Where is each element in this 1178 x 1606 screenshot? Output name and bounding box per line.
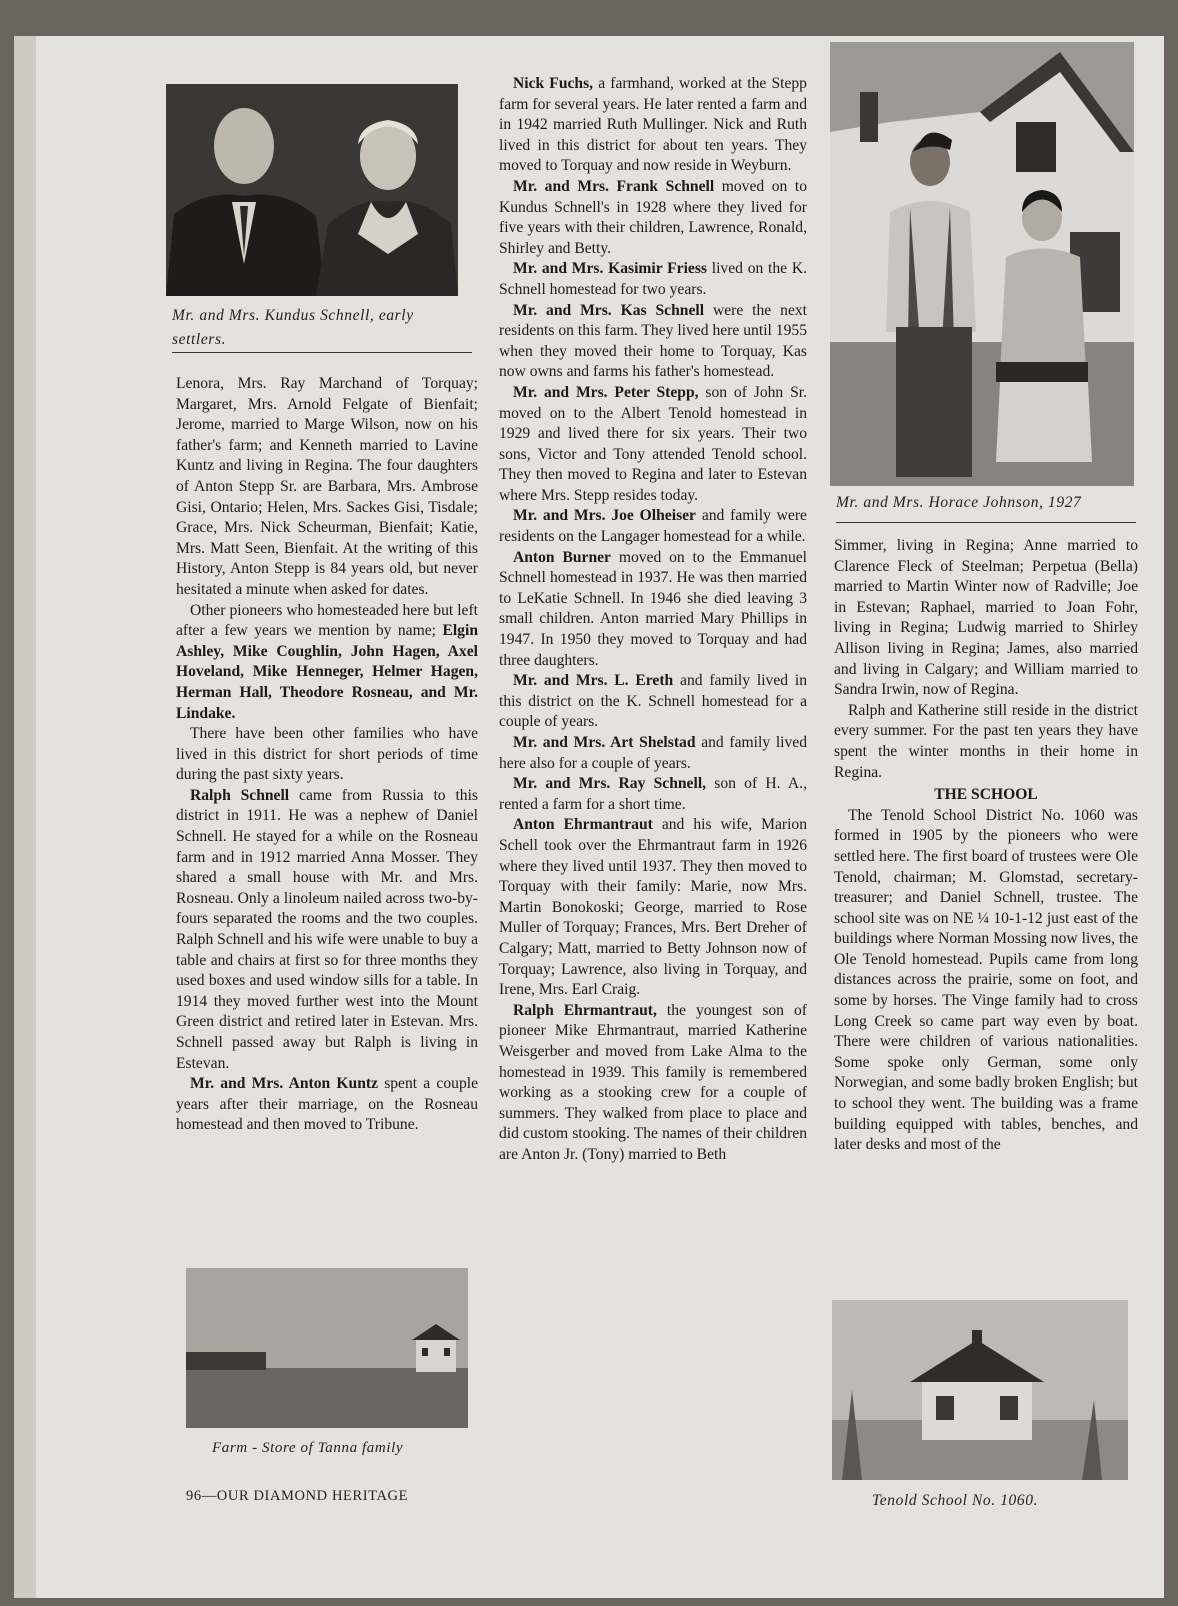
paragraph: Mr. and Mrs. Frank Schnell moved on to Kundus Schnell's in 1928 where they lived for five years with their children, Lawrence, Ronald, Shirley and Betty. xyxy=(499,177,807,257)
paragraph: Mr. and Mrs. Kasimir Friess lived on the K. Schnell homestead for two years. xyxy=(499,260,808,298)
section-heading: THE SCHOOL xyxy=(934,786,1038,804)
paragraph: Simmer, living in Regina; Anne married to Clarence Fleck of Steelman; Perpetua (Bella) married to Martin Winter now of Radville; Joe in Estevan; Raphael, married to Joan Fohr, living in Regina; Ludwig married to Shirley Allison living in Regina; James, also married and living in Calgary; and William married to Sandra Irwin, now of Regina. xyxy=(834,537,1138,699)
paragraph: There have been other families who have lived in this district for short periods of time during the past sixty years. xyxy=(176,725,478,784)
photo-tenold-school xyxy=(832,1300,1128,1480)
paragraph: Mr. and Mrs. Art Shelstad and family lived here also for a couple of years. xyxy=(499,734,807,772)
photo-farm-store xyxy=(186,1268,468,1428)
paragraph: Nick Fuchs, a farmhand, worked at the Stepp farm for several years. He later rented a farm and in 1942 married Ruth Mullinger. Nick and Ruth lived in this district for about ten years. They moved to Torquay and now reside in Weyburn. xyxy=(499,75,807,175)
paragraph: Ralph Ehrmantraut, the youngest son of pioneer Mike Ehrmantraut, married Katherine Weisgerber and moved from Lake Alma to the homestead in 1939. This family is remembered working as a stooking crew for a couple of summers. They walked from place to place and did custom stooking. The names of their children are Anton Jr. (Tony) married to Beth xyxy=(499,1001,807,1163)
paragraph: The Tenold School District No. 1060 was formed in 1905 by the pioneers who were settled here. The first board of trustees were Ole Tenold, chairman; M. Glomstad, secretary-treasurer; and Daniel Schnell, trustee. The school site was on NE ¼ 10-1-12 just east of the buildings where Norman Mossing now lives, the Ole Tenold homestead. Pupils came from long distances across the prairie, some on foot, and some by horses. The Vinge family had to cross Long Creek so came part way even by boat. There were children of various nationalities. Some spoke only German, some only Norwegian, and some badly broken English; but to school they went. The building was a frame building equipped with tables, benches, and later desks and most of the xyxy=(834,806,1138,1154)
couple-house-illustration xyxy=(830,42,1134,486)
paragraph: Mr. and Mrs. Anton Kuntz spent a couple years after their marriage, on the Rosneau homestead and then moved to Tribune. xyxy=(176,1075,478,1134)
paragraph: Mr. and Mrs. Ray Schnell, son of H. A., rented a farm for a short time. xyxy=(499,775,807,813)
paragraph: Anton Ehrmantraut and his wife, Marion Schell took over the Ehrmantraut farm in 1926 where they lived until 1937. They then moved to Torquay with their family: Marie, now Mrs. Martin Bonokoski; George, married to Rose Muller of Torquay; Frances, Mrs. Bert Dreher of Calgary; Matt, married to Betty Johnson now of Torquay; Lawrence, also living in Torquay, and Irene, Mrs. Earl Craig. xyxy=(499,816,807,999)
photo-horace-johnson xyxy=(830,42,1134,486)
column-2 xyxy=(499,74,807,1165)
paragraph: Other pioneers who homesteaded here but left after a few years we mention by name; Elgin Ashley, Mike Coughlin, John Hagen, Axel Hoveland, Mike Henneger, Helmer Hagen, Herman Hall, Theodore Rosneau, and Mr. Lindake. xyxy=(176,601,478,722)
page-footer: 96—OUR DIAMOND HERITAGE xyxy=(186,1488,409,1504)
caption-school: Tenold School No. 1060. xyxy=(872,1492,1039,1509)
caption-rule xyxy=(172,352,472,353)
farm-illustration xyxy=(186,1268,468,1428)
paragraph: Mr. and Mrs. L. Ereth and family lived in this district on the K. Schnell homestead for a couple of years. xyxy=(499,672,807,731)
paragraph: Ralph and Katherine still reside in the district every summer. For the past ten years they have spent the winter months in their home in Regina. xyxy=(834,701,1138,781)
caption-farm: Farm - Store of Tanna family xyxy=(212,1440,404,1456)
caption-rule xyxy=(836,522,1136,523)
caption-horace: Mr. and Mrs. Horace Johnson, 1927 xyxy=(836,494,1082,511)
paragraph: Ralph Schnell came from Russia to this district in 1911. He was a nephew of Daniel Schnell. He stayed for a while on the Rosneau farm and in 1912 married Anna Mosser. They shared a small house with Mr. and Mrs. Rosneau. Only a linoleum nailed across two-by-fours separated the rooms and the two couples. Ralph Schnell and his wife were unable to buy a table and chairs at first so for three months they used boxes and used window sills for a table. In 1914 they moved further west into the Mount Green district and retired later in Estevan. Mrs. Schnell passed away but Ralph is living in Estevan. xyxy=(176,786,478,1072)
paragraph: Lenora, Mrs. Ray Marchand of Torquay; Margaret, Mrs. Arnold Felgate of Bienfait; Jerome, married to Marge Wilson, now on his father's farm; and Kenneth married to Lavine Kuntz and living in Regina. The four daughters of Anton Stepp Sr. are Barbara, Mrs. Ambrose Gisi, Ontario; Helen, Mrs. Sackes Gisi, Tisdale; Grace, Mrs. Nick Scheurman, Bienfait; Katie, Mrs. Matt Seen, Bienfait. At the writing of this History, Anton Stepp is 84 years old, but never hesitated a minute when asked for dates. xyxy=(176,375,478,598)
paragraph: Mr. and Mrs. Peter Stepp, son of John Sr. moved on to the Albert Tenold homestead in 1929 and lived there for six years. Their two sons, Victor and Tony attended Tenold school. They then moved to Regina and later to Estevan where Mrs. Stepp resides today. xyxy=(499,383,807,504)
paragraph: Anton Burner moved on to the Emmanuel Schnell homestead in 1937. He was then married to LeKatie Schnell. In 1946 she died leaving 3 small children. Anton married Mary Phillips in 1947. In 1950 they moved to Torquay and had three daughters. xyxy=(499,548,807,669)
paragraph: Mr. and Mrs. Kas Schnell were the next residents on this farm. They lived here until 1955 when they moved their home to Torquay, Kas now owns and farms his father's homestead. xyxy=(499,301,807,381)
column-3 xyxy=(834,536,1138,1156)
portrait-illustration xyxy=(166,84,458,296)
column-1 xyxy=(176,374,478,1136)
caption-kundus: Mr. and Mrs. Kundus Schnell, early settlers. xyxy=(172,307,414,348)
book-page xyxy=(14,36,1164,1598)
photo-kundus-schnell xyxy=(166,84,458,296)
school-illustration xyxy=(832,1300,1128,1480)
paragraph: Mr. and Mrs. Joe Olheiser and family were residents on the Langager homestead for a while. xyxy=(499,507,807,546)
